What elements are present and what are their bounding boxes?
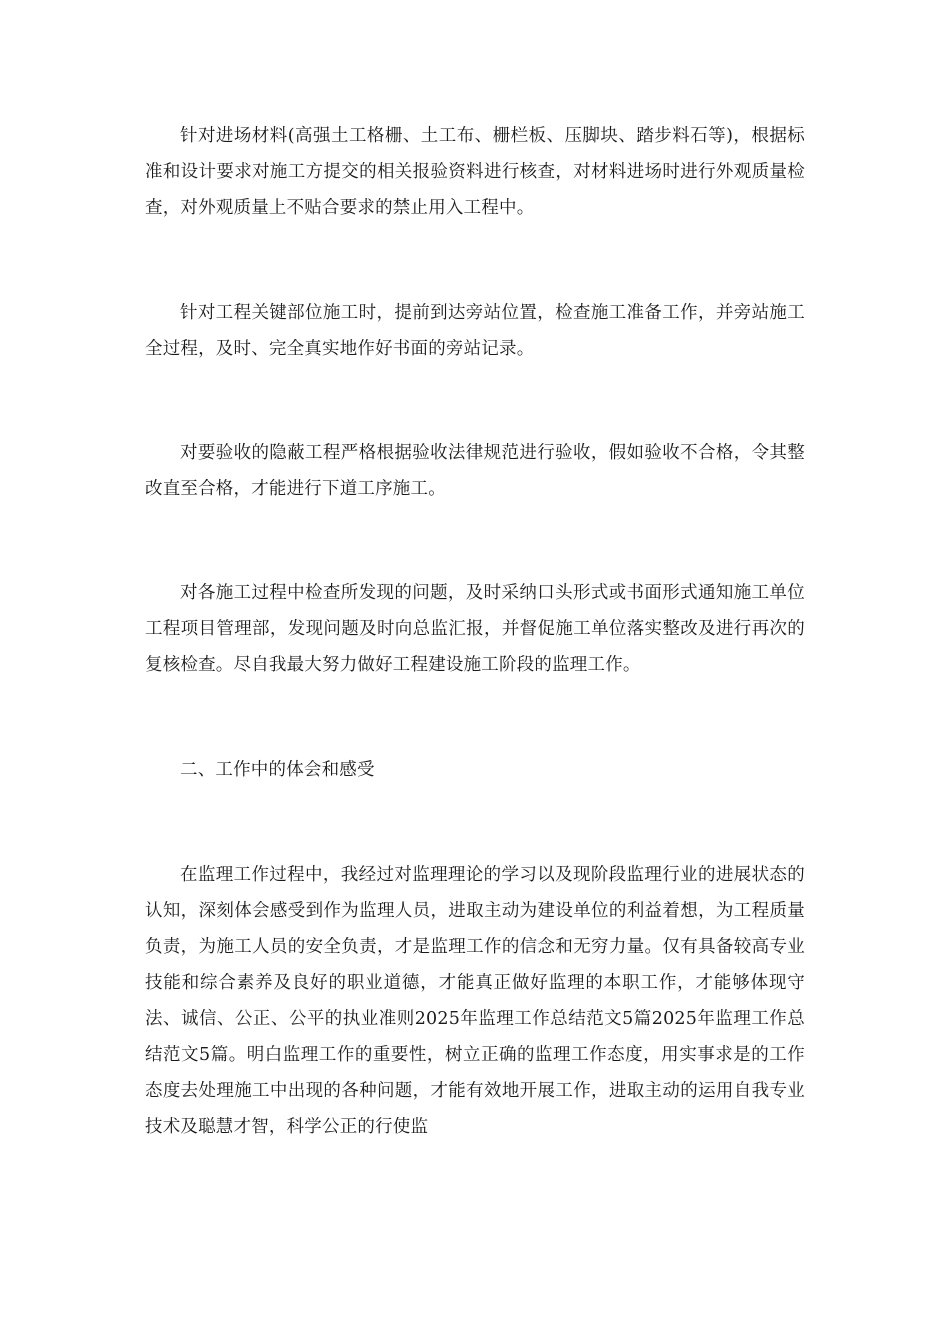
paragraph-materials-inspection: 针对进场材料(高强土工格栅、土工布、栅栏板、压脚块、踏步料石等)，根据标准和设计要求对施工方提交的相关报验资料进行核查，对材料进场时进行外观质量检查，对外观质量上不贴合要求的禁止用入工程中。 <box>145 126 805 218</box>
document-page <box>145 118 805 1145</box>
paragraph-experience: 在监理工作过程中，我经过对监理理论的学习以及现阶段监理行业的进展状态的认知，深刻体会感受到作为监理人员，进取主动为建设单位的利益着想，为工程质量负责，为施工人员的安全负责，才是监理工作的信念和无穷力量。仅有具备较高专业技能和综合素养及良好的职业道德，才能真正做好监理的本职工作，才能够体现守法、诚信、公正、公平的执业准则2025年监理工作总结范文5篇2025年监理工作总结范文5篇。明白监理工作的重要性，树立正确的监理工作态度，用实事求是的工作态度去处理施工中出现的各种问题，才能有效地开展工作，进取主动的运用自我专业技术及聪慧才智，科学公正的行使监 <box>145 865 805 1137</box>
paragraph-concealed-works: 对要验收的隐蔽工程严格根据验收法律规范进行验收，假如验收不合格，令其整改直至合格，才能进行下道工序施工。 <box>145 443 805 499</box>
section-heading: 二、工作中的体会和感受 <box>180 760 375 780</box>
paragraph-problem-reporting: 对各施工过程中检查所发现的问题，及时采纳口头形式或书面形式通知施工单位工程项目管理部，发现问题及时向总监汇报，并督促施工单位落实整改及进行再次的复核检查。尽自我最大努力做好工程建设施工阶段的监理工作。 <box>145 583 805 675</box>
paragraph-site-supervision: 针对工程关键部位施工时，提前到达旁站位置，检查施工准备工作，并旁站施工全过程，及时、完全真实地作好书面的旁站记录。 <box>145 303 805 359</box>
